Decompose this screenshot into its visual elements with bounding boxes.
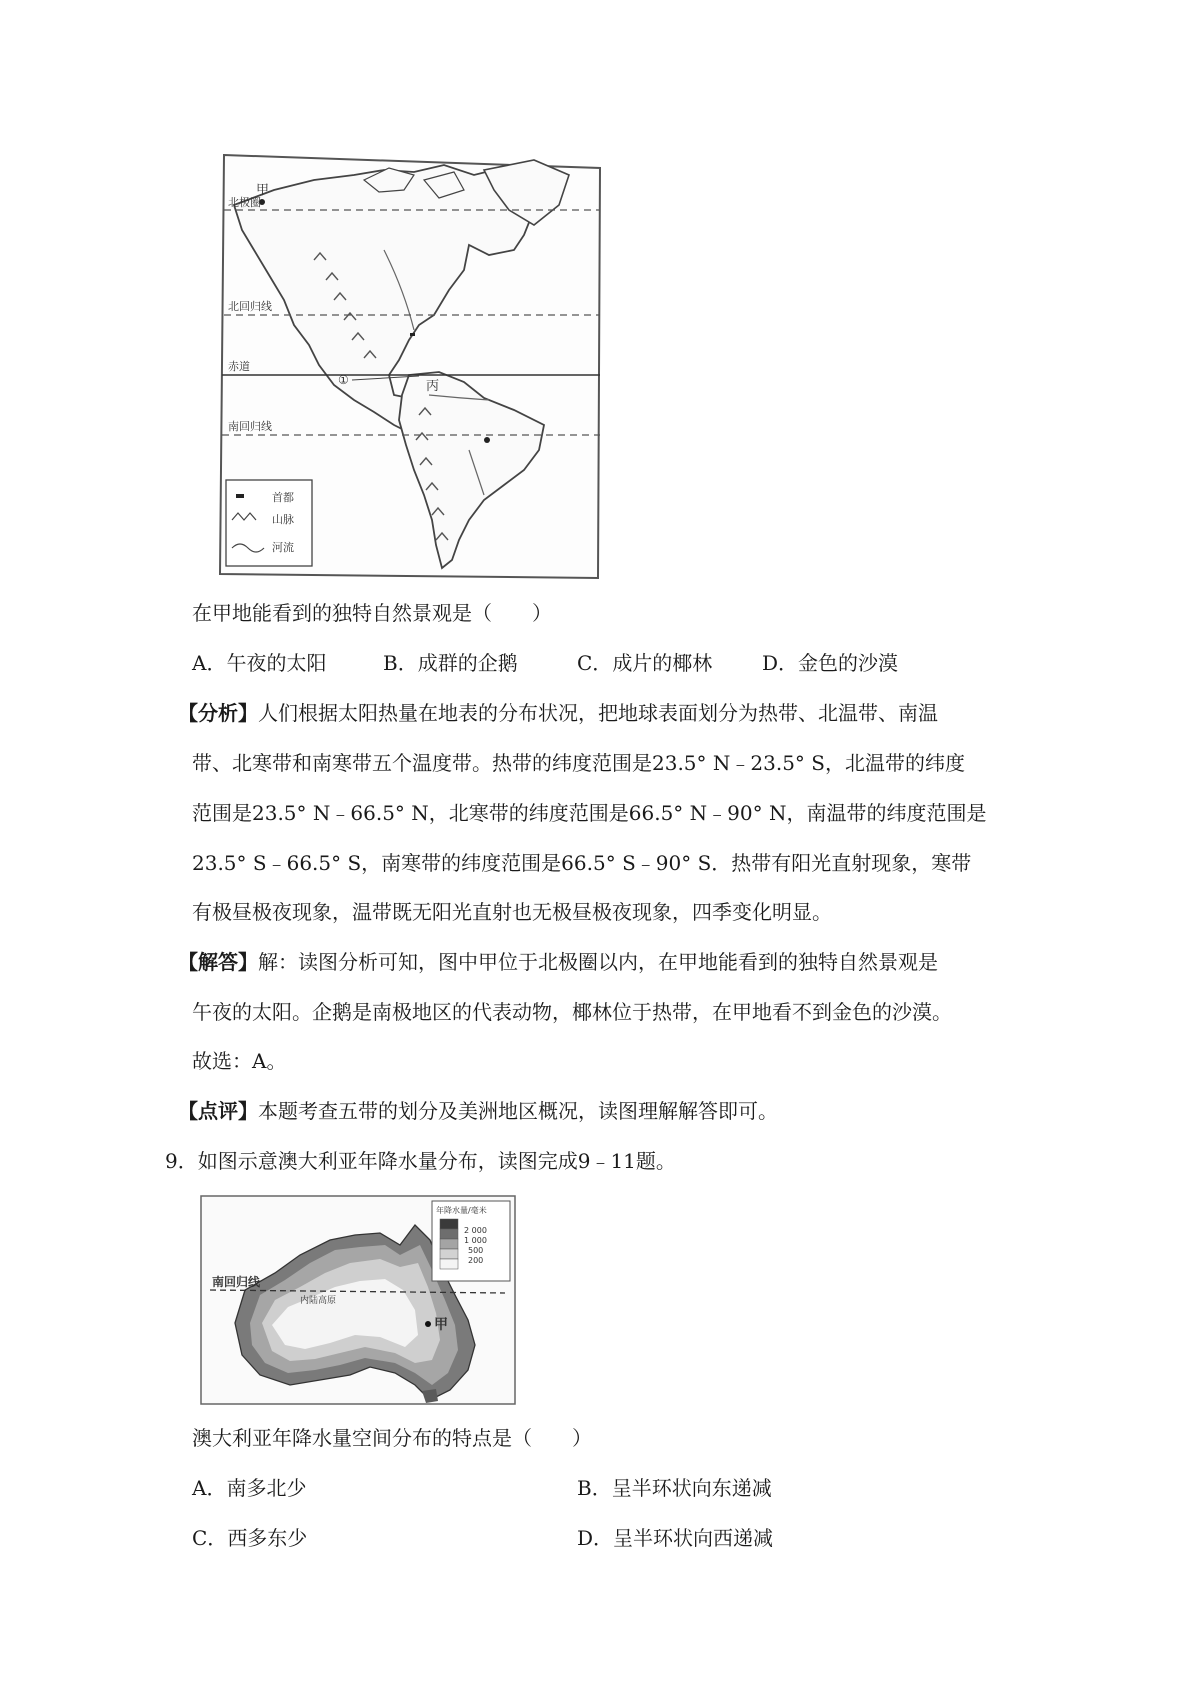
australia-precip-map-figure — [200, 1195, 516, 1405]
q9-option-c[interactable] — [192, 1525, 307, 1551]
review-text: 本题考查五带的划分及美洲地区概况，读图理解解答即可。 — [258, 1099, 778, 1123]
q8-analysis-line-1 — [178, 700, 938, 726]
q9-intro — [165, 1148, 676, 1174]
americas-map-figure — [214, 150, 604, 580]
option-letter: D． — [577, 1526, 614, 1550]
tropic-capricorn-label: 南回归线 — [212, 1275, 261, 1289]
answer-text: 解：读图分析可知，图中甲位于北极圈以内，在甲地能看到的独特自然景观是 — [258, 950, 938, 974]
option-letter: B． — [383, 651, 418, 675]
plateau-label: 内陆高原 — [300, 1296, 337, 1306]
q8-analysis-line-2: 带、北寒带和南寒带五个温度带。热带的纬度范围是23.5° N﹣23.5° S，北温带的纬度 — [192, 751, 965, 775]
q8-option-b[interactable] — [383, 650, 518, 676]
option-text: 成片的椰林 — [612, 651, 713, 675]
jia-label: 甲 — [434, 1317, 448, 1333]
option-text: 午夜的太阳 — [226, 651, 327, 675]
question-number: 9． — [165, 1149, 198, 1173]
tropic-capricorn-label: 南回归线 — [228, 420, 272, 433]
legend-mountain-label: 山脉 — [272, 513, 294, 526]
option-text: 呈半环状向东递减 — [611, 1476, 772, 1500]
option-text: 南多北少 — [226, 1476, 307, 1500]
option-letter: C． — [192, 1526, 228, 1550]
q9-intro-text: 如图示意澳大利亚年降水量分布，读图完成9﹣11题。 — [197, 1149, 676, 1173]
legend-value-1000: 1 000 — [464, 1236, 487, 1245]
answer-tag: 【解答】 — [178, 950, 258, 974]
option-text: 西多东少 — [227, 1526, 308, 1550]
q9-option-d[interactable] — [577, 1525, 773, 1551]
review-tag: 【点评】 — [178, 1099, 258, 1123]
q8-analysis-line-5: 有极昼极夜现象，温带既无阳光直射也无极昼极夜现象，四季变化明显。 — [192, 900, 832, 924]
legend-river-label: 河流 — [272, 541, 294, 554]
q8-answer-line-3: 故选：A。 — [192, 1049, 287, 1073]
q8-answer-line-1 — [178, 949, 938, 975]
q8-option-d[interactable] — [762, 650, 898, 676]
option-letter: D． — [762, 651, 799, 675]
q8-review — [178, 1098, 778, 1124]
q9-option-b[interactable] — [577, 1475, 772, 1501]
legend-title: 年降水量/毫米 — [436, 1206, 487, 1215]
option-text: 成群的企鹅 — [417, 651, 518, 675]
q8-option-c[interactable] — [577, 650, 712, 676]
analysis-text: 人们根据太阳热量在地表的分布状况，把地球表面划分为热带、北温带、南温 — [258, 701, 938, 725]
tropic-cancer-label: 北回归线 — [228, 300, 272, 313]
equator-label: 赤道 — [228, 360, 250, 373]
bing-label: 丙 — [426, 379, 440, 394]
option-letter: C． — [577, 651, 613, 675]
legend-capital-label: 首都 — [272, 491, 294, 504]
q9-option-a[interactable] — [192, 1475, 306, 1501]
option-letter: A． — [192, 1476, 227, 1500]
circle-one-label: ① — [338, 373, 349, 387]
analysis-tag: 【分析】 — [178, 701, 258, 725]
legend-value-200: 200 — [468, 1256, 484, 1265]
option-text: 金色的沙漠 — [798, 651, 899, 675]
q8-option-a[interactable] — [192, 650, 326, 676]
jia-label: 甲 — [256, 183, 270, 198]
arctic-circle-label: 北极圈 — [228, 196, 261, 209]
q8-analysis-line-3: 范围是23.5° N﹣66.5° N，北寒带的纬度范围是66.5° N﹣90° N，南温带的纬度范围是 — [192, 801, 987, 825]
q8-answer-line-2: 午夜的太阳。企鹅是南极地区的代表动物，椰林位于热带，在甲地看不到金色的沙漠。 — [192, 1000, 952, 1024]
option-letter: A． — [192, 651, 227, 675]
legend-value-2000: 2 000 — [464, 1226, 487, 1235]
q8-analysis-line-4: 23.5° S﹣66.5° S，南寒带的纬度范围是66.5° S﹣90° S．热带有阳光直射现象，寒带 — [192, 851, 972, 875]
q9-stem: 澳大利亚年降水量空间分布的特点是（ ） — [192, 1426, 592, 1450]
option-text: 呈半环状向西递减 — [613, 1526, 774, 1550]
q8-stem: 在甲地能看到的独特自然景观是（ ） — [192, 601, 552, 625]
legend-value-500: 500 — [468, 1246, 484, 1255]
option-letter: B． — [577, 1476, 612, 1500]
